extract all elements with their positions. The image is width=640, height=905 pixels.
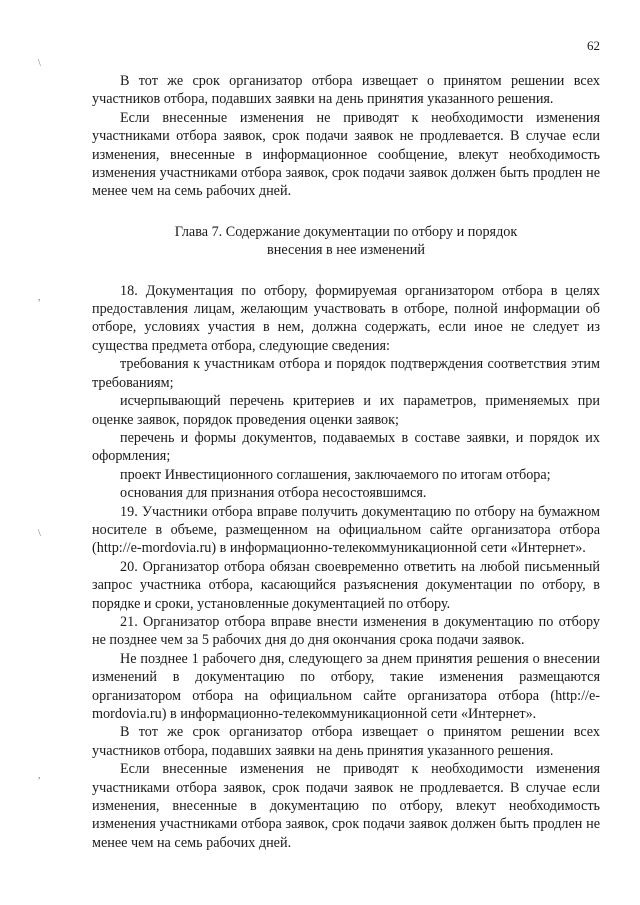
paragraph: проект Инвестиционного соглашения, заключаемого по итогам отбора; <box>120 466 551 483</box>
margin-mark: \ <box>38 528 41 539</box>
margin-mark: \ <box>38 58 41 69</box>
paragraph: В тот же срок организатор отбора извещает о принятом решении всех участников отбора, подавших заявки на день принятия указанного решения. <box>92 724 600 759</box>
chapter-heading <box>92 223 600 260</box>
paragraph: требования к участникам отбора и порядок подтверждения соответствия этим требованиям; <box>92 356 600 391</box>
paragraph: 20. Организатор отбора обязан своевременно ответить на любой письменный запрос участника отбора, касающийся разъяснения документации по отбору, в порядке и сроки, установленные документацией по отбору. <box>92 558 600 612</box>
paragraph: В тот же срок организатор отбора извещает о принятом решении всех участников отбора, подавших заявки на день принятия указанного решения. <box>92 73 600 108</box>
margin-mark: , <box>38 292 41 303</box>
paragraph: 21. Организатор отбора вправе внести изменения в документацию по отбору не позднее чем за 5 рабочих дня до дня окончания срока подачи заявок. <box>92 613 600 649</box>
paragraph: основания для признания отбора несостоявшимся. <box>120 485 427 502</box>
paragraph: Если внесенные изменения не приводят к необходимости изменения участниками отбора заявок, срок подачи заявок не продлевается. В случае если изменения, внесенные в информационное сообщение, влекут необходимость изменения участниками отбора заявок, срок подачи заявок должен быть продлен не менее чем на семь рабочих дней. <box>92 109 600 200</box>
paragraph: перечень и формы документов, подаваемых в составе заявки, и порядок их оформления; <box>92 429 600 465</box>
paragraph: исчерпывающий перечень критериев и их параметров, применяемых при оценке заявок, порядок проведения оценки заявок; <box>92 393 600 428</box>
paragraph: 19. Участники отбора вправе получить документацию по отбору на бумажном носителе в объеме, размещенном на официальном сайте организатора отбора (http://e-mordovia.ru) в информационно-телекоммуникационной сети «Интернет». <box>92 503 600 557</box>
margin-mark: , <box>38 770 41 781</box>
page-number: 62 <box>587 38 600 53</box>
document-body <box>92 72 600 852</box>
paragraph: Если внесенные изменения не приводят к необходимости изменения участниками отбора заявок, срок подачи заявок не продлевается. В случае если изменения, внесенные в документацию по отбору, влекут необходимость изменения участниками отбора заявок, срок подачи заявок должен быть продлен не менее чем на семь рабочих дней. <box>92 761 600 851</box>
chapter-heading-line: внесения в нее изменений <box>267 242 425 259</box>
paragraph: 18. Документация по отбору, формируемая организатором отбора в целях предоставления лицам, желающим участвовать в отборе, полной информации об отборе, условиях участия в нем, должна содержать, если иное не следует из существа предмета отбора, следующие сведения: <box>92 282 600 354</box>
paragraph: Не позднее 1 рабочего дня, следующего за днем принятия решения о внесении изменений в документацию по отбору, такие изменения размещаются организатором отбора на официальном сайте организатора отбора (http://e-mordovia.ru) в информационно-телекоммуникационной сети «Интернет». <box>92 650 600 722</box>
chapter-heading-line: Глава 7. Содержание документации по отбору и порядок <box>174 223 518 240</box>
